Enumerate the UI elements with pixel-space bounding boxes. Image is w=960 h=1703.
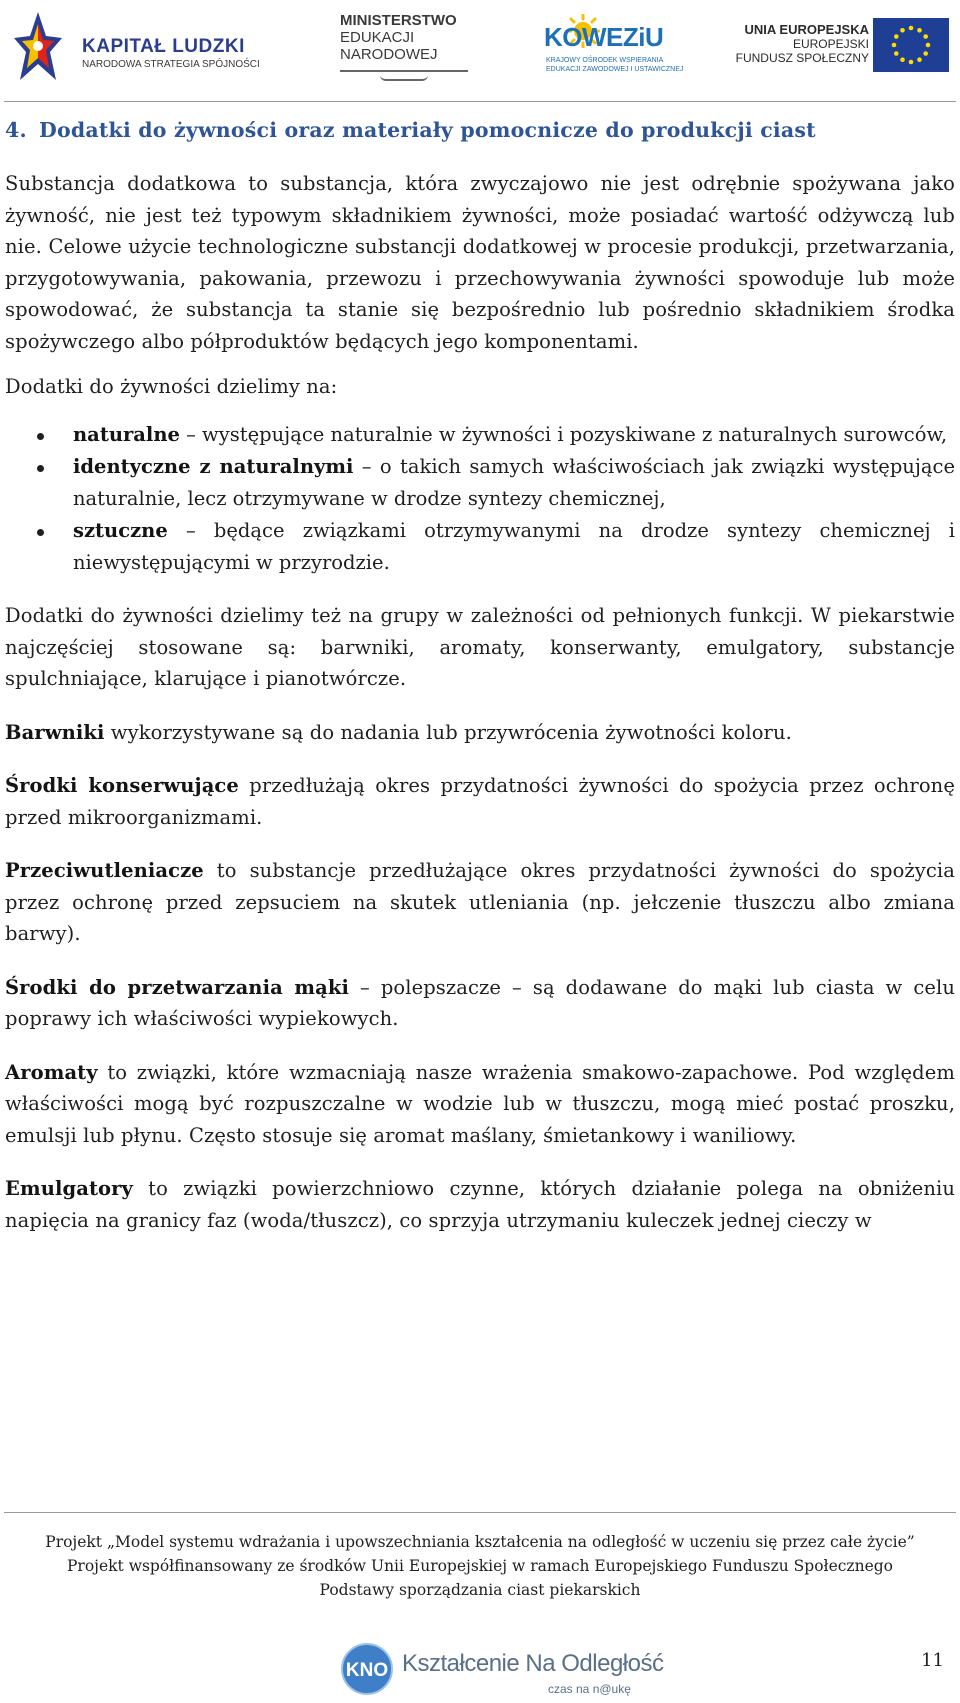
bullet-icon bbox=[37, 465, 44, 472]
definition-paragraph bbox=[5, 855, 955, 950]
page-content bbox=[5, 114, 955, 1236]
eu-line1: UNIA EUROPEJSKA bbox=[744, 22, 869, 37]
men-logo bbox=[340, 12, 480, 82]
definition-paragraph bbox=[5, 717, 955, 749]
eu-star-icon bbox=[892, 43, 897, 48]
definition-paragraph bbox=[5, 770, 955, 833]
men-rule bbox=[340, 70, 468, 72]
definition-paragraph bbox=[5, 972, 955, 1035]
definition-term: Przeciwutleniacze bbox=[5, 859, 204, 882]
men-line1: MINISTERSTWO bbox=[340, 12, 457, 29]
men-pen-icon bbox=[380, 75, 428, 81]
eu-star-icon bbox=[894, 34, 899, 39]
definition-text: to substancje przedłużające okres przydatności żywności do spożycia przez ochronę przed zepsuciem na skutek utleniania (np. jełczenie tłuszczu albo zmiana barwy). bbox=[5, 859, 955, 945]
eu-logo bbox=[735, 14, 955, 84]
list-item-text: – o takich samych właściwościach jak związki występujące naturalnie, lecz otrzymywane w drodze syntezy chemicznej, bbox=[73, 455, 955, 510]
intro-paragraph: Substancja dodatkowa to substancja, która zwyczajowo nie jest odrębnie spożywana jako żywność, nie jest też typowym składnikiem żywności, może posiadać wartość odżywczą lub nie. Celowe użycie technologiczne substancji dodatkowej w procesie produkcji, przetwarzania, przygotowywania, pakowania, przewozu i przechowywania żywności spowoduje lub może spowodować, że substancja ta stanie się bezpośrednio lub pośrednio składnikiem środka spożywczego albo półproduktów będących jego komponentami. bbox=[5, 172, 955, 353]
definition-text: – polepszacze – są dodawane do mąki lub ciasta w celu poprawy ich właściwości wypiekowych. bbox=[5, 975, 955, 1030]
division-paragraph: Dodatki do żywności dzielimy na: bbox=[5, 375, 338, 398]
list-item-term: sztuczne bbox=[73, 519, 168, 542]
page-number: 11 bbox=[921, 1650, 944, 1671]
page-header bbox=[0, 0, 960, 110]
definition-term: Środki do przetwarzania mąki bbox=[5, 975, 349, 999]
list-item-text: – będące związkami otrzymywanymi na drodze syntezy chemicznej i niewystępującymi w przyrodzie. bbox=[73, 519, 955, 574]
eu-star-icon bbox=[917, 57, 922, 62]
eu-star-icon bbox=[923, 51, 928, 56]
men-line2: EDUKACJI bbox=[340, 29, 415, 46]
list-item bbox=[73, 451, 955, 514]
definition-text: przedłużają okres przydatności żywności do spożycia przez ochronę przed mikroorganizmami. bbox=[5, 774, 955, 829]
men-line3: NARODOWEJ bbox=[340, 46, 438, 63]
definition-text: to związki, które wzmacniają nasze wrażenia smakowo-zapachowe. Pod względem właściwości mogą być rozpuszczalne w wodzie lub w tłuszczu, mogą mieć postać proszku, emulsji lub płynu. Często stosuje się aromat maślany, śmietankowy i waniliowy. bbox=[5, 1060, 955, 1147]
eu-line3: FUNDUSZ SPOŁECZNY bbox=[735, 51, 869, 65]
definition-paragraph bbox=[5, 1173, 955, 1236]
kapital-ludzki-title: KAPITAŁ LUDZKI bbox=[82, 36, 245, 57]
eu-star-icon bbox=[923, 34, 928, 39]
koweziu-subtitle-line2: EDUKACJI ZAWODOWEJ I USTAWICZNEJ bbox=[546, 66, 684, 73]
koweziu-logo bbox=[540, 10, 684, 80]
kapital-ludzki-subtitle: NARODOWA STRATEGIA SPÓJNOŚCI bbox=[82, 59, 260, 70]
page-footer bbox=[0, 1530, 960, 1602]
bullet-icon bbox=[37, 529, 44, 536]
definition-text: to związki powierzchniowo czynne, których działanie polega na obniżeniu napięcia na granicy faz (woda/tłuszcz), co sprzyja utrzymaniu kuleczek jednej cieczy w bbox=[5, 1177, 955, 1232]
eu-star-icon bbox=[900, 57, 905, 62]
section-title: Dodatki do żywności oraz materiały pomocnicze do produkcji ciast bbox=[39, 118, 816, 142]
footer-project-line: Projekt „Model systemu wdrażania i upowszechniania kształcenia na odległość w uczeniu się przez całe życie” bbox=[45, 1533, 915, 1551]
section-number: 4. bbox=[5, 118, 27, 142]
kno-globe-icon bbox=[340, 1642, 394, 1696]
eu-star-icon bbox=[900, 28, 905, 33]
header-divider bbox=[4, 101, 956, 102]
koweziu-title: KOWEZiU bbox=[544, 22, 664, 52]
footer-divider bbox=[4, 1512, 956, 1513]
list-item-term: identyczne z naturalnymi bbox=[73, 455, 354, 478]
bullet-icon bbox=[37, 433, 44, 440]
list-item-term: naturalne bbox=[73, 422, 180, 446]
eu-flag-icon bbox=[873, 18, 949, 72]
definition-text: wykorzystywane są do nadania lub przywrócenia żywotności koloru. bbox=[104, 720, 792, 744]
list-item bbox=[73, 515, 955, 578]
eu-line2: EUROPEJSKI bbox=[792, 37, 869, 51]
eu-star-icon bbox=[894, 51, 899, 56]
definition-term: Emulgatory bbox=[5, 1177, 133, 1200]
koweziu-subtitle bbox=[546, 56, 683, 74]
kapital-ludzki-star-icon bbox=[12, 10, 64, 82]
eu-star-icon bbox=[909, 26, 914, 31]
kapital-ludzki-logo bbox=[8, 6, 268, 86]
kno-subtitle: czas na n@ukę bbox=[548, 1682, 631, 1696]
section-heading bbox=[5, 114, 955, 156]
list-item bbox=[73, 419, 955, 451]
footer-funding-line: Projekt współfinansowany ze środków Unii Europejskiej w ramach Europejskiego Funduszu Społecznego bbox=[67, 1557, 893, 1575]
definition-term: Środki konserwujące bbox=[5, 774, 239, 797]
list-item-text: – występujące naturalnie w żywności i pozyskiwane z naturalnych surowców, bbox=[179, 422, 948, 446]
eu-star-icon bbox=[926, 43, 931, 48]
kno-title: Kształcenie Na Odległość bbox=[402, 1650, 664, 1677]
eu-star-icon bbox=[909, 60, 914, 65]
kno-logo bbox=[340, 1640, 664, 1700]
koweziu-subtitle-line1: KRAJOWY OŚRODEK WSPIERANIA bbox=[546, 57, 664, 64]
footer-document-title: Podstawy sporządzania ciast piekarskich bbox=[319, 1581, 641, 1599]
definition-term: Aromaty bbox=[5, 1060, 98, 1084]
groups-paragraph: Dodatki do żywności dzielimy też na grupy w zależności od pełnionych funkcji. W piekarstwie najczęściej stosowane są: barwniki, aromaty, konserwanty, emulgatory, substancje spulchniające, klarujące i pianotwórcze. bbox=[5, 604, 955, 690]
definition-term: Barwniki bbox=[5, 720, 105, 744]
eu-logo-text bbox=[736, 22, 869, 65]
definition-paragraph bbox=[5, 1057, 955, 1152]
eu-star-icon bbox=[917, 28, 922, 33]
additive-types-list bbox=[5, 419, 955, 579]
kno-initials: KNO bbox=[345, 1660, 389, 1681]
